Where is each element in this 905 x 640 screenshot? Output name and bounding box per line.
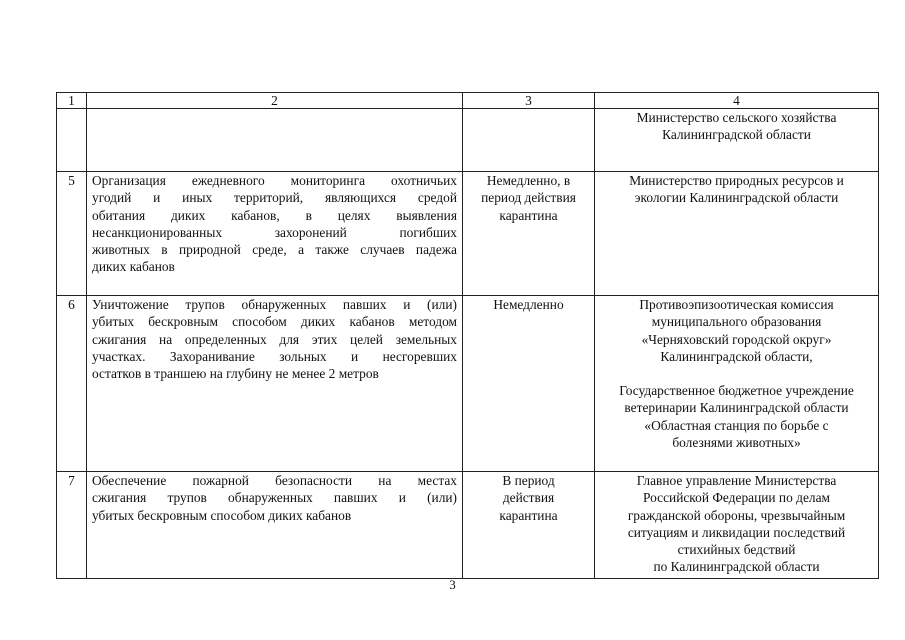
table-row-continuation [57,109,879,172]
header-cell-1: 1 [57,93,87,109]
executor-line: Противоэпизоотическая комиссия [639,297,834,312]
executor-line: «Областная станция по борьбе с [644,417,829,433]
measure-line: обитания диких кабанов, в целях выявления [92,207,457,223]
row-number-cell [57,109,87,172]
table-row [57,472,879,579]
executor-line: Министерство природных ресурсов и [629,173,844,188]
measure-line: Обеспечение пожарной безопасности на местах [92,473,457,488]
header-cell-3: 3 [463,93,595,109]
executor-line: Калининградской области [662,127,811,143]
executor-line: экологии Калининградской области [634,190,839,206]
paragraph-gap [600,365,873,382]
term-line: действия [502,490,555,506]
executor-cell [595,109,879,172]
measure-line: сжигания на определенных для этих целей земельных [92,331,457,347]
measure-line: животных в природной среде, а также случаев падежа [92,242,457,258]
measure-cell [87,172,463,296]
executor-line: Главное управление Министерства [636,473,837,488]
executor-line: Государственное бюджетное учреждение [619,383,854,399]
executor-line: гражданской обороны, чрезвычайным [627,507,846,523]
header-cell-2: 2 [87,93,463,109]
measure-line: участках. Захоранивание зольных и несгоревших [92,348,457,364]
executor-line: Калининградской области, [660,348,813,364]
executor-cell [595,172,879,296]
executor-line: ветеринарии Калининградской области [624,400,849,416]
term-line: Немедленно, в [486,173,571,188]
term-cell [463,296,595,472]
term-line: Немедленно [493,297,564,312]
measure-cell [87,109,463,172]
executor-line: болезнями животных» [672,435,801,451]
measure-line: убитых бескровным способом диких кабанов [92,507,352,523]
measure-line: угодий и иных территорий, являющихся средой [92,190,457,206]
measure-line: Организация ежедневного мониторинга охотничьих [92,173,457,188]
term-cell [463,109,595,172]
measure-line: Уничтожение трупов обнаруженных павших и (или) [92,297,457,312]
term-line: карантина [499,207,558,223]
measure-line: несанкционированных захоронений погибших [92,224,457,240]
measure-line: убитых бескровным способом диких кабанов методом [92,314,457,330]
executor-line: Министерство сельского хозяйства [636,110,837,125]
executor-cell [595,296,879,472]
term-cell [463,472,595,579]
term-cell [463,172,595,296]
row-number: 7 [57,472,87,579]
table-row [57,296,879,472]
term-line: карантина [499,507,558,523]
page-number: 3 [449,577,456,592]
measure-cell [87,472,463,579]
executor-line: Российской Федерации по делам [643,490,830,506]
executor-line: стихийных бедствий [677,542,796,558]
executor-line: по Калининградской области [653,559,820,575]
measure-cell [87,296,463,472]
measure-line: остатков в траншею на глубину не менее 2 метров [92,366,379,382]
executor-line: ситуациям и ликвидации последствий [627,524,846,540]
row-number: 6 [57,296,87,472]
term-line: В период [502,473,555,488]
executor-line: муниципального образования [651,314,822,330]
header-cell-4: 4 [595,93,879,109]
term-line: период действия [481,190,576,206]
executor-line: «Черняховский городской округ» [641,331,832,347]
measure-line: диких кабанов [92,259,175,275]
measures-table [56,92,879,579]
measure-line: сжигания трупов обнаруженных павших и (или) [92,490,457,506]
executor-cell [595,472,879,579]
row-number: 5 [57,172,87,296]
table-row [57,172,879,296]
table-header-row [57,93,879,109]
